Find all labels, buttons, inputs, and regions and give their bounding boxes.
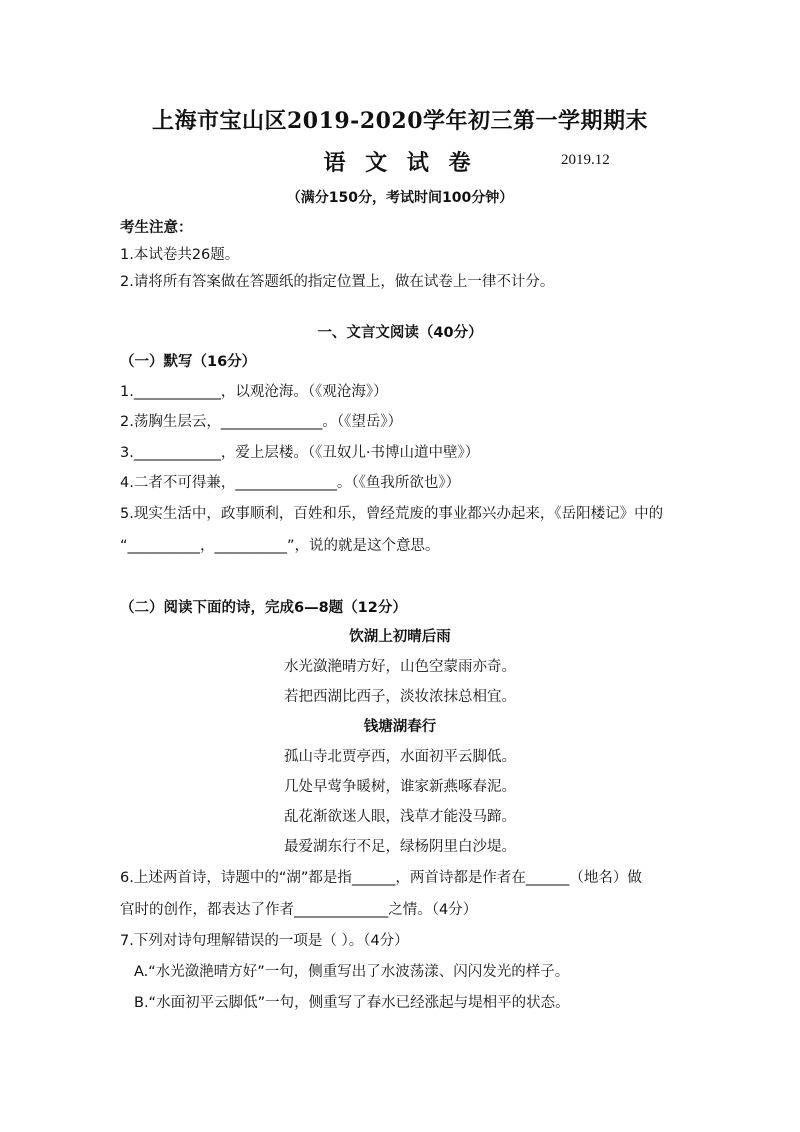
score-info: （满分150分，考试时间100分钟）	[286, 190, 514, 206]
question-5-line-1: 5.现实生活中，政事顺利，百姓和乐，曾经荒废的事业都兴办起来，《岳阳楼记》中的	[120, 506, 664, 522]
poem-2-line: 孤山寺北贾亭西，水面初平云脚低。	[284, 749, 516, 765]
exam-subtitle: 语 文 试 卷	[323, 151, 477, 176]
question-1: 1.____________，以观沧海。（《观沧海》）	[120, 384, 388, 400]
question-6-line-2: 官时的创作，都表达了作者_____________之情。（4分）	[120, 902, 478, 918]
question-7-option-b: B.“水面初平云脚低”一句，侧重写了春水已经涨起与堤相平的状态。	[134, 995, 570, 1011]
poem-1-line: 水光潋滟晴方好，山色空蒙雨亦奇。	[284, 659, 516, 675]
part-1-heading: （一）默写（16分）	[120, 354, 257, 370]
exam-title: 上海市宝山区2019-2020学年初三第一学期期末	[151, 108, 649, 134]
poem-2-line: 几处早莺争暖树，谁家新燕啄春泥。	[284, 779, 516, 795]
poem-2-line: 乱花渐欲迷人眼，浅草才能没马蹄。	[284, 809, 516, 825]
question-4: 4.二者不可得兼，______________。（《鱼我所欲也》）	[120, 475, 461, 491]
question-5-line-2: “__________，__________”，说的就是这个意思。	[120, 538, 440, 554]
exam-date: 2019.12	[561, 152, 610, 168]
part-2-heading: （二）阅读下面的诗，完成6—8题（12分）	[120, 600, 407, 616]
question-3: 3.____________，爱上层楼。（《丑奴儿·书博山道中壁》）	[120, 445, 480, 461]
question-2: 2.荡胸生层云，______________。（《望岳》）	[120, 414, 403, 430]
question-6-line-1: 6.上述两首诗，诗题中的“湖”都是指______，两首诗都是作者在______（地名）做	[120, 870, 642, 886]
poem-2-title: 钱塘湖春行	[363, 719, 437, 735]
section-1-heading: 一、文言文阅读（40分）	[317, 325, 483, 341]
notice-heading: 考生注意：	[120, 220, 193, 236]
notice-item-1: 1.本试卷共26题。	[120, 247, 240, 263]
poem-1-title: 饮湖上初晴后雨	[349, 629, 451, 645]
question-7-option-a: A.“水光潋滟晴方好”一句，侧重写出了水波荡漾、闪闪发光的样子。	[134, 964, 570, 980]
notice-item-2: 2.请将所有答案做在答题纸的指定位置上，做在试卷上一律不计分。	[120, 274, 555, 290]
poem-2-line: 最爱湖东行不足，绿杨阴里白沙堤。	[284, 839, 516, 855]
question-7: 7.下列对诗句理解错误的一项是（ ）。（4分）	[120, 933, 409, 949]
poem-1-line: 若把西湖比西子，淡妆浓抹总相宜。	[284, 689, 516, 705]
